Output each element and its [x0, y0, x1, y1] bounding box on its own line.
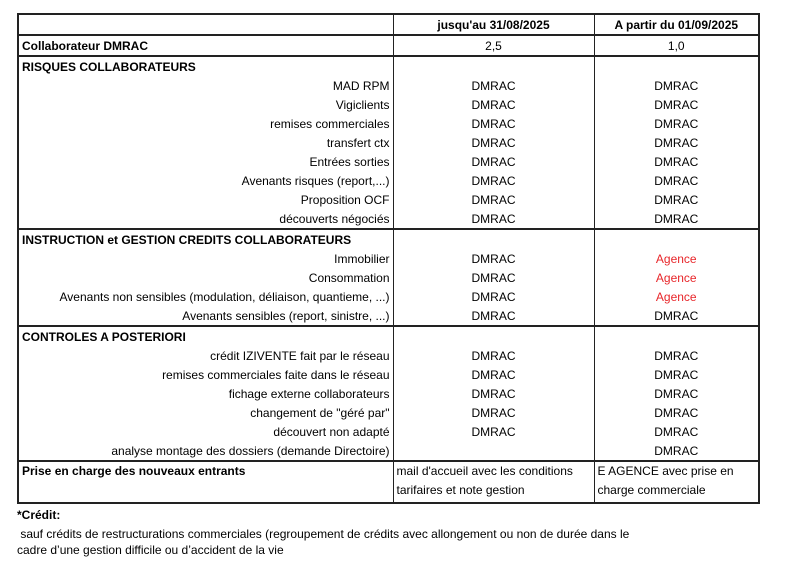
row-after: DMRAC: [594, 95, 759, 114]
row-after: Agence: [594, 268, 759, 287]
table-row: [18, 133, 759, 152]
entrants-row: [18, 461, 759, 503]
section-title: INSTRUCTION et GESTION CREDITS COLLABORATEURS: [18, 229, 393, 249]
row-label: Proposition OCF: [18, 190, 393, 209]
section-empty: [594, 229, 759, 249]
section-header-row: [18, 229, 759, 249]
table-row: [18, 441, 759, 461]
table-row: [18, 171, 759, 190]
row-before: DMRAC: [393, 268, 594, 287]
row-label: découverts négociés: [18, 209, 393, 229]
header-empty: [18, 14, 393, 35]
row-label: remises commerciales faite dans le réseau: [18, 365, 393, 384]
row-before: DMRAC: [393, 403, 594, 422]
row-before: [393, 441, 594, 461]
row-label: crédit IZIVENTE fait par le réseau: [18, 346, 393, 365]
row-before: DMRAC: [393, 190, 594, 209]
row-after: Agence: [594, 287, 759, 306]
collab-row: [18, 35, 759, 56]
entrants-after: E AGENCE avec prise en charge commerciale: [594, 461, 759, 503]
row-after: Agence: [594, 249, 759, 268]
row-after: DMRAC: [594, 384, 759, 403]
row-after: DMRAC: [594, 76, 759, 95]
row-label: Avenants sensibles (report, sinistre, ...): [18, 306, 393, 326]
table-row: [18, 114, 759, 133]
section-header-row: [18, 326, 759, 346]
row-label: découvert non adapté: [18, 422, 393, 441]
row-after: DMRAC: [594, 152, 759, 171]
row-label: Vigiclients: [18, 95, 393, 114]
row-before: DMRAC: [393, 384, 594, 403]
row-after: DMRAC: [594, 190, 759, 209]
table-row: [18, 365, 759, 384]
row-before: DMRAC: [393, 76, 594, 95]
table-row: [18, 422, 759, 441]
row-before: DMRAC: [393, 171, 594, 190]
row-before: DMRAC: [393, 114, 594, 133]
footnote-title: *Crédit:: [17, 508, 61, 522]
row-before: DMRAC: [393, 249, 594, 268]
row-after: DMRAC: [594, 209, 759, 229]
row-before: DMRAC: [393, 152, 594, 171]
row-after: DMRAC: [594, 306, 759, 326]
section-header-row: [18, 56, 759, 76]
table-row: [18, 95, 759, 114]
row-label: Avenants non sensibles (modulation, déliaison, quantieme, ...): [18, 287, 393, 306]
row-label: analyse montage des dossiers (demande Directoire): [18, 441, 393, 461]
table-row: [18, 287, 759, 306]
row-after: DMRAC: [594, 346, 759, 365]
table-row: [18, 384, 759, 403]
header-row: [18, 14, 759, 35]
row-label: remises commerciales: [18, 114, 393, 133]
row-before: DMRAC: [393, 209, 594, 229]
row-label: MAD RPM: [18, 76, 393, 95]
table-row: [18, 346, 759, 365]
collab-after: 1,0: [594, 35, 759, 56]
table-row: [18, 209, 759, 229]
row-before: DMRAC: [393, 346, 594, 365]
table-row: [18, 403, 759, 422]
section-empty: [393, 56, 594, 76]
table-row: [18, 249, 759, 268]
section-title: RISQUES COLLABORATEURS: [18, 56, 393, 76]
header-before: jusqu'au 31/08/2025: [393, 14, 594, 35]
collab-label: Collaborateur DMRAC: [18, 35, 393, 56]
row-before: DMRAC: [393, 133, 594, 152]
section-empty: [594, 326, 759, 346]
row-before: DMRAC: [393, 422, 594, 441]
row-after: DMRAC: [594, 133, 759, 152]
row-label: Consommation: [18, 268, 393, 287]
entrants-label: Prise en charge des nouveaux entrants: [18, 461, 393, 503]
row-label: Entrées sorties: [18, 152, 393, 171]
collab-before: 2,5: [393, 35, 594, 56]
table-row: [18, 268, 759, 287]
footnote-line: sauf crédits de restructurations commerciales (regroupement de crédits avec allongement ou non de durée dans le: [17, 527, 630, 541]
row-label: fichage externe collaborateurs: [18, 384, 393, 403]
entrants-before: mail d'accueil avec les conditions tarifaires et note gestion: [393, 461, 594, 503]
row-before: DMRAC: [393, 306, 594, 326]
row-after: DMRAC: [594, 422, 759, 441]
table-row: [18, 76, 759, 95]
table-row: [18, 306, 759, 326]
row-label: Avenants risques (report,...): [18, 171, 393, 190]
row-before: DMRAC: [393, 365, 594, 384]
row-label: Immobilier: [18, 249, 393, 268]
table-row: [18, 190, 759, 209]
row-label: transfert ctx: [18, 133, 393, 152]
row-after: DMRAC: [594, 114, 759, 133]
row-before: DMRAC: [393, 95, 594, 114]
row-after: DMRAC: [594, 365, 759, 384]
row-label: changement de "géré par": [18, 403, 393, 422]
section-empty: [594, 56, 759, 76]
footnote-line: cadre d’une gestion difficile ou d’accident de la vie: [17, 543, 284, 557]
section-title: CONTROLES A POSTERIORI: [18, 326, 393, 346]
section-empty: [393, 229, 594, 249]
row-before: DMRAC: [393, 287, 594, 306]
responsibility-table: [17, 13, 760, 504]
header-after: A partir du 01/09/2025: [594, 14, 759, 35]
footnote: [17, 508, 629, 558]
row-after: DMRAC: [594, 403, 759, 422]
row-after: DMRAC: [594, 171, 759, 190]
section-empty: [393, 326, 594, 346]
row-after: DMRAC: [594, 441, 759, 461]
table-row: [18, 152, 759, 171]
